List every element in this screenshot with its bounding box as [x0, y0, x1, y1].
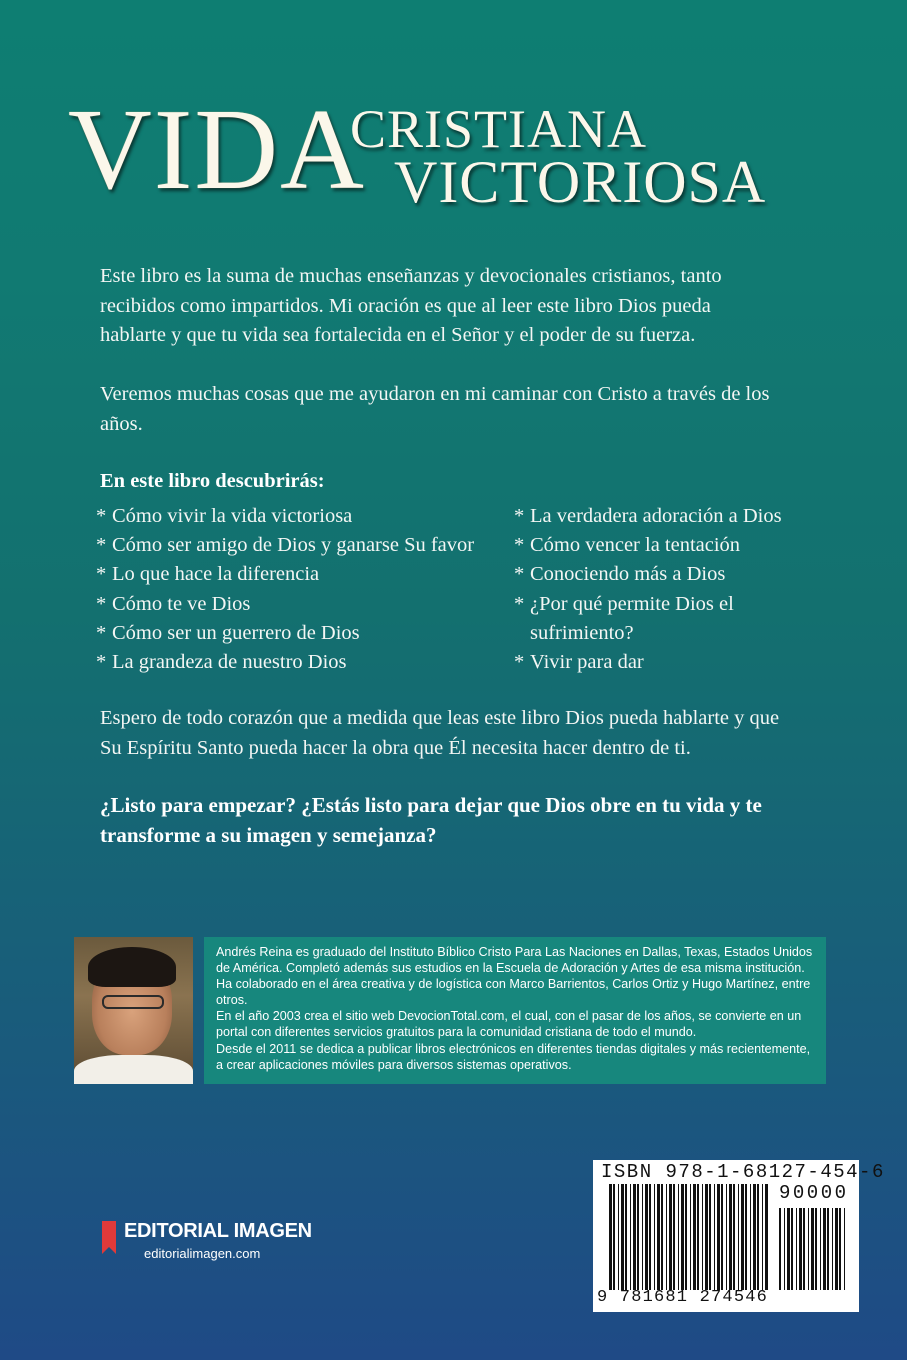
isbn-barcode: [593, 1160, 885, 1312]
list-item: [514, 531, 814, 560]
bookmark-icon: [102, 1221, 116, 1247]
barcode-bars: [609, 1184, 769, 1290]
list-item: [96, 648, 496, 677]
bullet-star: *: [96, 563, 107, 586]
list-item-text: Cómo ser un guerrero de Dios: [112, 621, 360, 644]
list-item: [514, 590, 814, 648]
title-cristiana: CRISTIANA: [350, 99, 648, 159]
bullet-star: *: [514, 563, 525, 586]
bullet-star: *: [514, 505, 525, 527]
discover-list-left: [96, 502, 496, 677]
list-item-text: Cómo ser amigo de Dios y ganarse Su favor: [112, 534, 475, 557]
author-bio-3: Desde el 2011 se dedica a publicar libros electrónicos en diferentes tiendas digitales y más recientemente, a crear aplicaciones móviles para diversos sistemas operativos.: [216, 1041, 811, 1072]
discover-heading: En este libro descubrirás:: [100, 470, 325, 492]
list-item-text: Lo que hace la diferencia: [112, 563, 320, 586]
intro-paragraph-2: Veremos muchas cosas que me ayudaron en mi caminar con Cristo a través de los años.: [100, 383, 770, 435]
list-item: [96, 502, 496, 531]
title-vida: VIDA: [68, 86, 366, 214]
list-item-text: Cómo vivir la vida victoriosa: [112, 505, 353, 527]
list-item-text: Vivir para dar: [530, 651, 644, 674]
publisher-name: EDITORIAL IMAGEN: [124, 1220, 312, 1242]
barcode-addon: 90000: [779, 1182, 849, 1204]
bullet-star: *: [96, 534, 107, 557]
barcode-addon-bars: [779, 1208, 849, 1290]
bullet-star: *: [96, 505, 107, 527]
list-item-text: La verdadera adoración a Dios: [530, 505, 782, 527]
list-item-text: ¿Por qué permite Dios el sufrimiento?: [530, 592, 734, 644]
book-title: [68, 86, 788, 222]
author-bio: [204, 937, 826, 1084]
list-item: [96, 560, 496, 589]
list-item-text: Cómo te ve Dios: [112, 592, 251, 615]
intro-paragraph-1: Este libro es la suma de muchas enseñanzas y devocionales cristianos, tanto recibidos como impartidos. Mi oración es que al leer este libro Dios pueda hablarte y que tu vida sea fortalecida en el Señor y el poder de su fuerza.: [100, 265, 722, 346]
closing-question: ¿Listo para empezar? ¿Estás listo para dejar que Dios obre en tu vida y te transforme a su imagen y semejanza?: [100, 793, 762, 847]
list-item: [514, 560, 814, 589]
bullet-star: *: [96, 651, 107, 674]
list-item: [514, 648, 814, 677]
bullet-star: *: [514, 651, 525, 674]
isbn-text: ISBN 978-1-68127-454-6: [601, 1161, 885, 1183]
title-victoriosa: VICTORIOSA: [394, 149, 767, 215]
author-bio-2: En el año 2003 crea el sitio web DevocionTotal.com, el cual, con el pasar de los años, se convierte en un portal con diferentes servicios gratuitos para la comunidad cristiana de todo el mundo.: [216, 1009, 802, 1040]
discover-list-right: [514, 502, 814, 677]
list-item-text: Conociendo más a Dios: [530, 563, 726, 586]
publisher-url: editorialimagen.com: [144, 1246, 261, 1261]
author-bio-1: Andrés Reina es graduado del Instituto Bíblico Cristo Para Las Naciones en Dallas, Texas, Estados Unidos de América. Completó además sus estudios en la Escuela de Adoración y Artes de esa misma institución. Ha colaborado en el área creativa y de logística con Marco Barrientos, Carlos Ortiz y Hugo Martínez, entre otros.: [216, 945, 813, 1008]
bullet-star: *: [96, 592, 107, 615]
bullet-star: *: [514, 592, 525, 615]
author-photo: [74, 937, 193, 1084]
closing-paragraph: Espero de todo corazón que a medida que leas este libro Dios pueda hablarte y que Su Espíritu Santo pueda hacer la obra que Él necesita hacer dentro de ti.: [100, 707, 780, 759]
list-item-text: La grandeza de nuestro Dios: [112, 651, 347, 674]
list-item-text: Cómo vencer la tentación: [530, 534, 741, 557]
list-item: [514, 502, 814, 531]
list-item: [96, 619, 496, 648]
publisher-logo: [102, 1218, 312, 1268]
list-item: [96, 590, 496, 619]
barcode-ean: 9 781681 274546: [597, 1288, 769, 1307]
bullet-star: *: [96, 621, 107, 644]
bullet-star: *: [514, 534, 525, 557]
list-item: [96, 531, 496, 560]
